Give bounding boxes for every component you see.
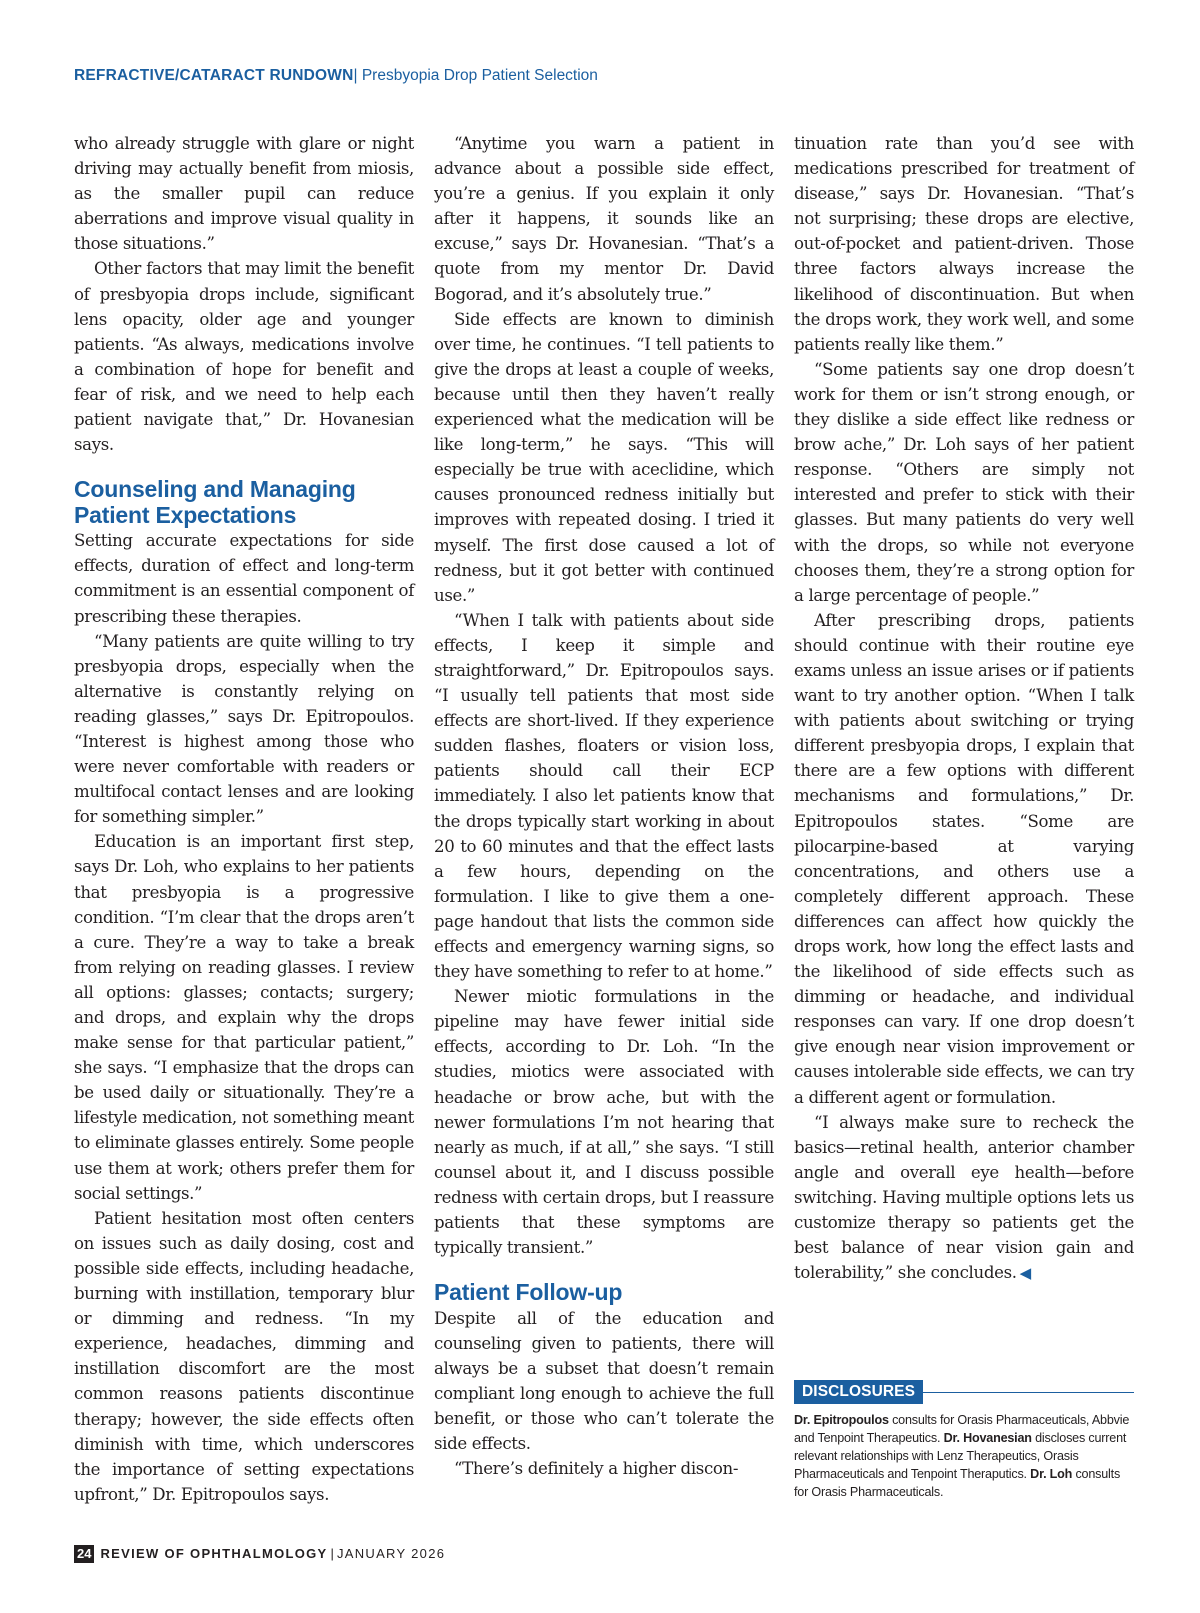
paragraph: Setting accurate expectations for side effects, duration of effect and long-term commitment is an essential component of prescribing these therapies. bbox=[74, 531, 414, 626]
article-column-left bbox=[74, 131, 414, 1507]
paragraph: “Some patients say one drop doesn’t work for them or isn’t strong enough, or they dislike a side effect like redness or brow ache,” Dr. Loh says of her patient response. “Others are simply not interested and prefer to stick with their glasses. But many patients do very well with the drops, so while not everyone chooses them, they’re a strong option for a large percentage of people.” bbox=[794, 359, 1134, 605]
paragraph: Despite all of the education and counseling given to patients, there will always be a subset that doesn’t remain compliant long enough to achieve the full benefit, or those who can’t tolerate the side effects. bbox=[434, 1308, 774, 1454]
disclosures-text bbox=[794, 1411, 1134, 1501]
paragraph: Side effects are known to diminish over time, he continues. “I tell patients to give the drops at least a couple of weeks, because until then they haven’t really experienced what the medication will be like long-term,” he says. “This will especially be true with aceclidine, which causes pronounced redness initially but improves with repeated dosing. I tried it myself. The first dose caused a lot of redness, but it got better with continued use.” bbox=[434, 309, 774, 605]
paragraph: Patient hesitation most often centers on issues such as daily dosing, cost and possible side effects, including headache, burning with instillation, temporary blur or dimming and redness. “In my experience, headaches, dimming and instillation discomfort are the most common reasons patients discontinue therapy; however, the side effects often diminish with time, which underscores the importance of setting expectations upfront,” Dr. Epitropoulos says. bbox=[74, 1208, 414, 1504]
footer-separator: | bbox=[330, 1546, 334, 1561]
disclosure-name-epitropoulos: Dr. Epitropoulos bbox=[794, 1413, 889, 1427]
section-heading-counseling: Counseling and Managing Patient Expectations bbox=[74, 476, 356, 528]
article-column-middle bbox=[434, 131, 774, 1481]
paragraph: Newer miotic formulations in the pipeline may have fewer initial side effects, according to Dr. Loh. “In the studies, miotics were associated with headache or brow ache, but with the newer formulations I’m not hearing that nearly as much, if at all,” she says. “I still counsel about it, and I discuss possible redness with certain drops, but I reassure patients that these symptoms are typically transient.” bbox=[434, 987, 774, 1258]
disclosure-text-hovanesian: discloses current relevant relationships with Lenz Therapeutics, Orasis Pharmaceuticals and Tenpoint Theraputics. bbox=[794, 1431, 1127, 1481]
paragraph: Other factors that may limit the benefit of presbyopia drops include, significant lens opacity, older age and younger patients. “As always, medications involve a combination of hope for benefit and fear of risk, and we need to help each patient navigate that,” Dr. Hovanesian says. bbox=[74, 259, 414, 455]
disclosure-name-loh: Dr. Loh bbox=[1030, 1467, 1073, 1481]
page-number: 24 bbox=[74, 1545, 94, 1563]
disclosure-text-epitropoulos: consults for Orasis Pharmaceuticals, Abbvie and Tenpoint Therapeutics. bbox=[794, 1413, 1130, 1445]
header-section-label: REFRACTIVE/CATARACT RUNDOWN bbox=[74, 67, 354, 84]
publication-title: REVIEW OF OPHTHALMOLOGY bbox=[100, 1546, 328, 1561]
paragraph-final bbox=[794, 1110, 1134, 1287]
paragraph-text: “I always make sure to recheck the basics—retinal health, anterior chamber angle and overall eye health—before switching. Having multiple options lets us customize therapy so patients get the best balance of near vision gain and tolerability,” she concludes. bbox=[794, 1112, 1134, 1283]
paragraph: “Anytime you warn a patient in advance about a possible side effect, you’re a genius. If you explain it only after it happens, it sounds like an excuse,” says Dr. Hovanesian. “That’s a quote from my mentor Dr. David Bogorad, and it’s absolutely true.” bbox=[434, 134, 774, 304]
disclosure-text-loh: consults for Orasis Pharmaceuticals. bbox=[794, 1467, 1121, 1499]
issue-date: JANUARY 2026 bbox=[336, 1546, 446, 1561]
section-heading-follow-up: Patient Follow-up bbox=[434, 1279, 623, 1306]
article-column-right bbox=[794, 131, 1134, 1286]
running-header bbox=[74, 66, 598, 86]
header-separator: | bbox=[353, 67, 358, 84]
paragraph: “Many patients are quite willing to try presbyopia drops, especially when the alternative is constantly relying on reading glasses,” says Dr. Epitropoulos. “Interest is highest among those who were never comfortable with readers or multifocal contact lenses and are looking for something simpler.” bbox=[74, 631, 414, 827]
paragraph: who already struggle with glare or night driving may actually benefit from miosis, as the smaller pupil can reduce aberrations and improve visual quality in those situations.” bbox=[74, 134, 414, 254]
end-of-article-icon: ◀ bbox=[1019, 1264, 1031, 1283]
paragraph: Education is an important first step, says Dr. Loh, who explains to her patients that presbyopia is a progressive condition. “I’m clear that the drops aren’t a cure. They’re a way to take a break from relying on reading glasses. I review all options: glasses; contacts; surgery; and drops, and explain why the drops make sense for that particular patient,” she says. “I emphasize that the drops can be used daily or situationally. They’re a lifestyle medication, not something meant to eliminate glasses entirely. Some people use them at work; others prefer them for social settings.” bbox=[74, 832, 414, 1203]
header-topic: Presbyopia Drop Patient Selection bbox=[361, 67, 598, 84]
disclosures-header bbox=[794, 1380, 1134, 1404]
paragraph: tinuation rate than you’d see with medications prescribed for treatment of disease,” says Dr. Hovanesian. “That’s not surprising; these drops are elective, out-of-pocket and patient-driven. Those three factors always increase the likelihood of discontinuation. But when the drops work, they work well, and some patients really like them.” bbox=[794, 134, 1134, 354]
disclosures-box bbox=[794, 1380, 1134, 1501]
disclosures-label: DISCLOSURES bbox=[794, 1380, 923, 1404]
paragraph: “When I talk with patients about side effects, I keep it simple and straightforward,” Dr. Epitropoulos says. “I usually tell patients that most side effects are short-lived. If they experience sudden flashes, floaters or vision loss, patients should call their ECP immediately. I also let patients know that the drops typically start working in about 20 to 60 minutes and that the effect lasts a few hours, depending on the formulation. I like to give them a one-page handout that lists the common side effects and emergency warning signs, so they have something to refer to at home.” bbox=[434, 610, 774, 982]
disclosure-name-hovanesian: Dr. Hovanesian bbox=[943, 1431, 1032, 1445]
page-footer bbox=[74, 1545, 445, 1563]
paragraph: “There’s definitely a higher discon- bbox=[454, 1459, 739, 1479]
paragraph: After prescribing drops, patients should continue with their routine eye exams unless an issue arises or if patients want to try another option. “When I talk with patients about switching or trying different presbyopia drops, I explain that there are a few options with different mechanisms and formulations,” Dr. Epitropoulos states. “Some are pilocarpine-based at varying concentrations, and others use a completely different approach. These differences can affect how quickly the drops work, how long the effect lasts and the likelihood of side effects such as dimming or headache, and individual responses can vary. If one drop doesn’t give enough near vision improvement or causes intolerable side effects, we can try a different agent or formulation. bbox=[794, 610, 1134, 1107]
